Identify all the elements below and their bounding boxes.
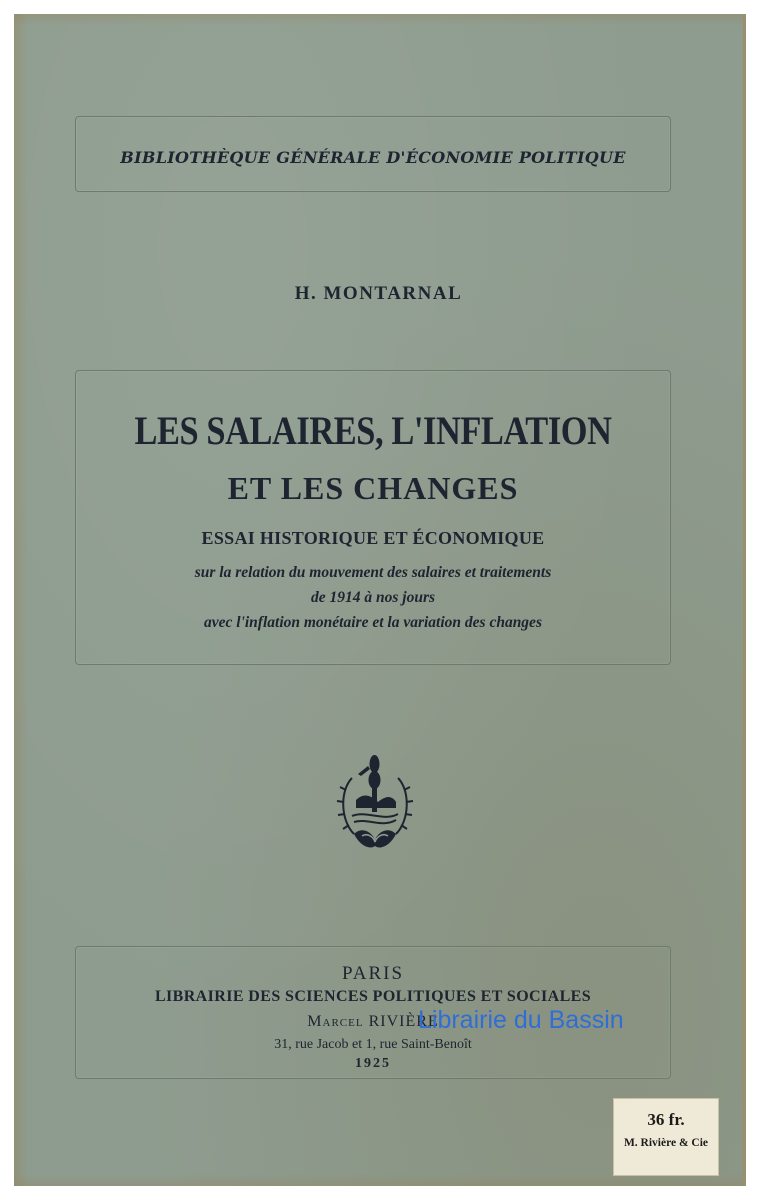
price-sticker — [613, 1098, 719, 1176]
publisher-person: Marcel RIVIÈRE — [307, 1013, 439, 1030]
price-seller: M. Rivière & Cie — [623, 1137, 709, 1149]
publisher-address: 31, rue Jacob et 1, rue Saint-Benoît — [274, 1037, 472, 1052]
publisher-name: LIBRAIRIE DES SCIENCES POLITIQUES ET SOCIALES — [154, 988, 592, 1005]
book-description-line-3: avec l'inflation monétaire et la variation des changes — [204, 614, 542, 631]
publication-year: 1925 — [355, 1056, 391, 1071]
book-title-line-1: LES SALAIRES, L'INFLATION — [134, 408, 612, 453]
book-subtitle: ESSAI HISTORIQUE ET ÉCONOMIQUE — [201, 528, 545, 548]
title-frame — [75, 370, 671, 665]
book-cover — [14, 14, 746, 1186]
publisher-city: PARIS — [341, 963, 405, 984]
book-description-line-2: de 1914 à nos jours — [310, 589, 436, 606]
series-frame — [75, 116, 671, 192]
author-name: H. MONTARNAL — [294, 283, 463, 304]
book-title-line-2: ET LES CHANGES — [227, 470, 519, 506]
watermark-text: Librairie du Bassin — [418, 1006, 624, 1034]
series-title: BIBLIOTHÈQUE GÉNÉRALE D'ÉCONOMIE POLITIQUE — [120, 148, 626, 167]
publisher-emblem-icon — [332, 750, 418, 854]
book-description-line-1: sur la relation du mouvement des salaires et traitements — [194, 564, 552, 581]
price-value: 36 fr. — [647, 1110, 685, 1129]
